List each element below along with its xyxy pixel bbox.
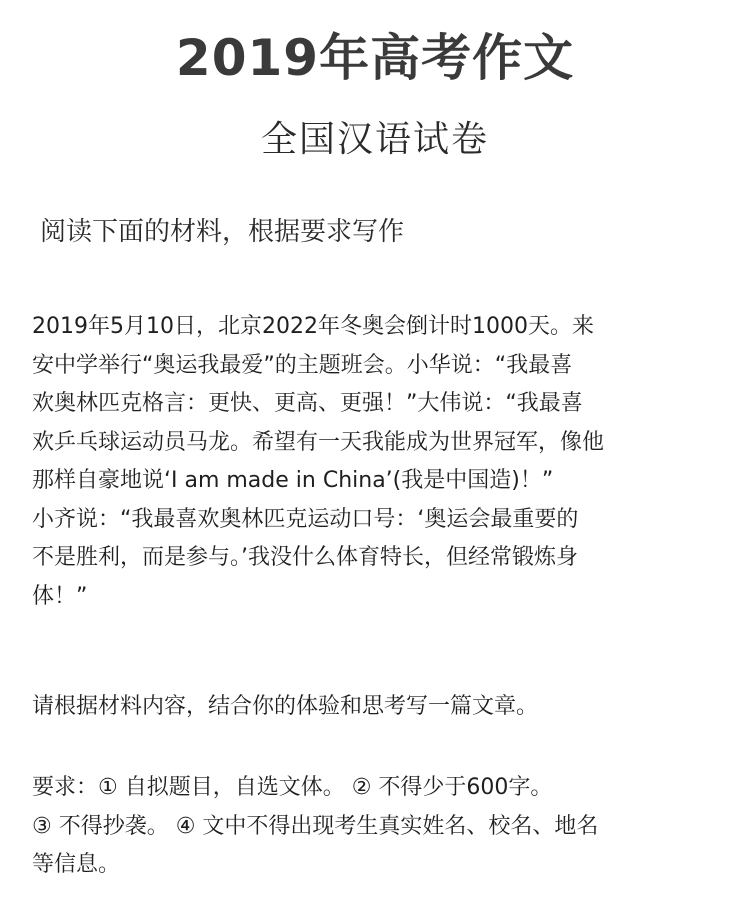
material-line: 安中学举行“奥运我最爱”的主题班会。小华说：“我最喜 xyxy=(32,352,573,378)
page-title: 2019年高考作文 xyxy=(175,29,575,87)
material-paragraph xyxy=(32,308,692,616)
page-subtitle: 全国汉语试卷 xyxy=(260,119,489,160)
task-line: 请根据材料内容，结合你的体验和思考写一篇文章。 xyxy=(32,694,539,719)
material-line: 欢乒乓球运动员马龙。希望有一天我能成为世界冠军，像他 xyxy=(32,429,605,455)
task-paragraph xyxy=(32,688,692,727)
material-line: 不是胜利，而是参与。’我没什么体育特长，但经常锻炼身 xyxy=(32,545,578,570)
material-line: 2019年5月10日，北京2022年冬奥会倒计时1000天。来 xyxy=(32,314,594,339)
requirements-line: ③ 不得抄袭。 ④ 文中不得出现考生真实姓名、校名、地名 xyxy=(32,813,599,839)
material-line: 欢奥林匹克格言：更快、更高、更强！”大伟说：“我最喜 xyxy=(32,391,583,416)
material-line: 体！” xyxy=(32,583,88,609)
writing-instruction: 阅读下面的材料，根据要求写作 xyxy=(40,217,405,247)
requirements-line: 要求：① 自拟题目，自选文体。 ② 不得少于600字。 xyxy=(32,775,553,800)
requirements-paragraph xyxy=(32,769,692,885)
material-line: 那样自豪地说‘I am made in China’(我是中国造)！” xyxy=(32,468,554,493)
material-line: 小齐说：“我最喜欢奥林匹克运动口号：‘奥运会最重要的 xyxy=(32,506,579,532)
requirements-line: 等信息。 xyxy=(32,852,121,877)
